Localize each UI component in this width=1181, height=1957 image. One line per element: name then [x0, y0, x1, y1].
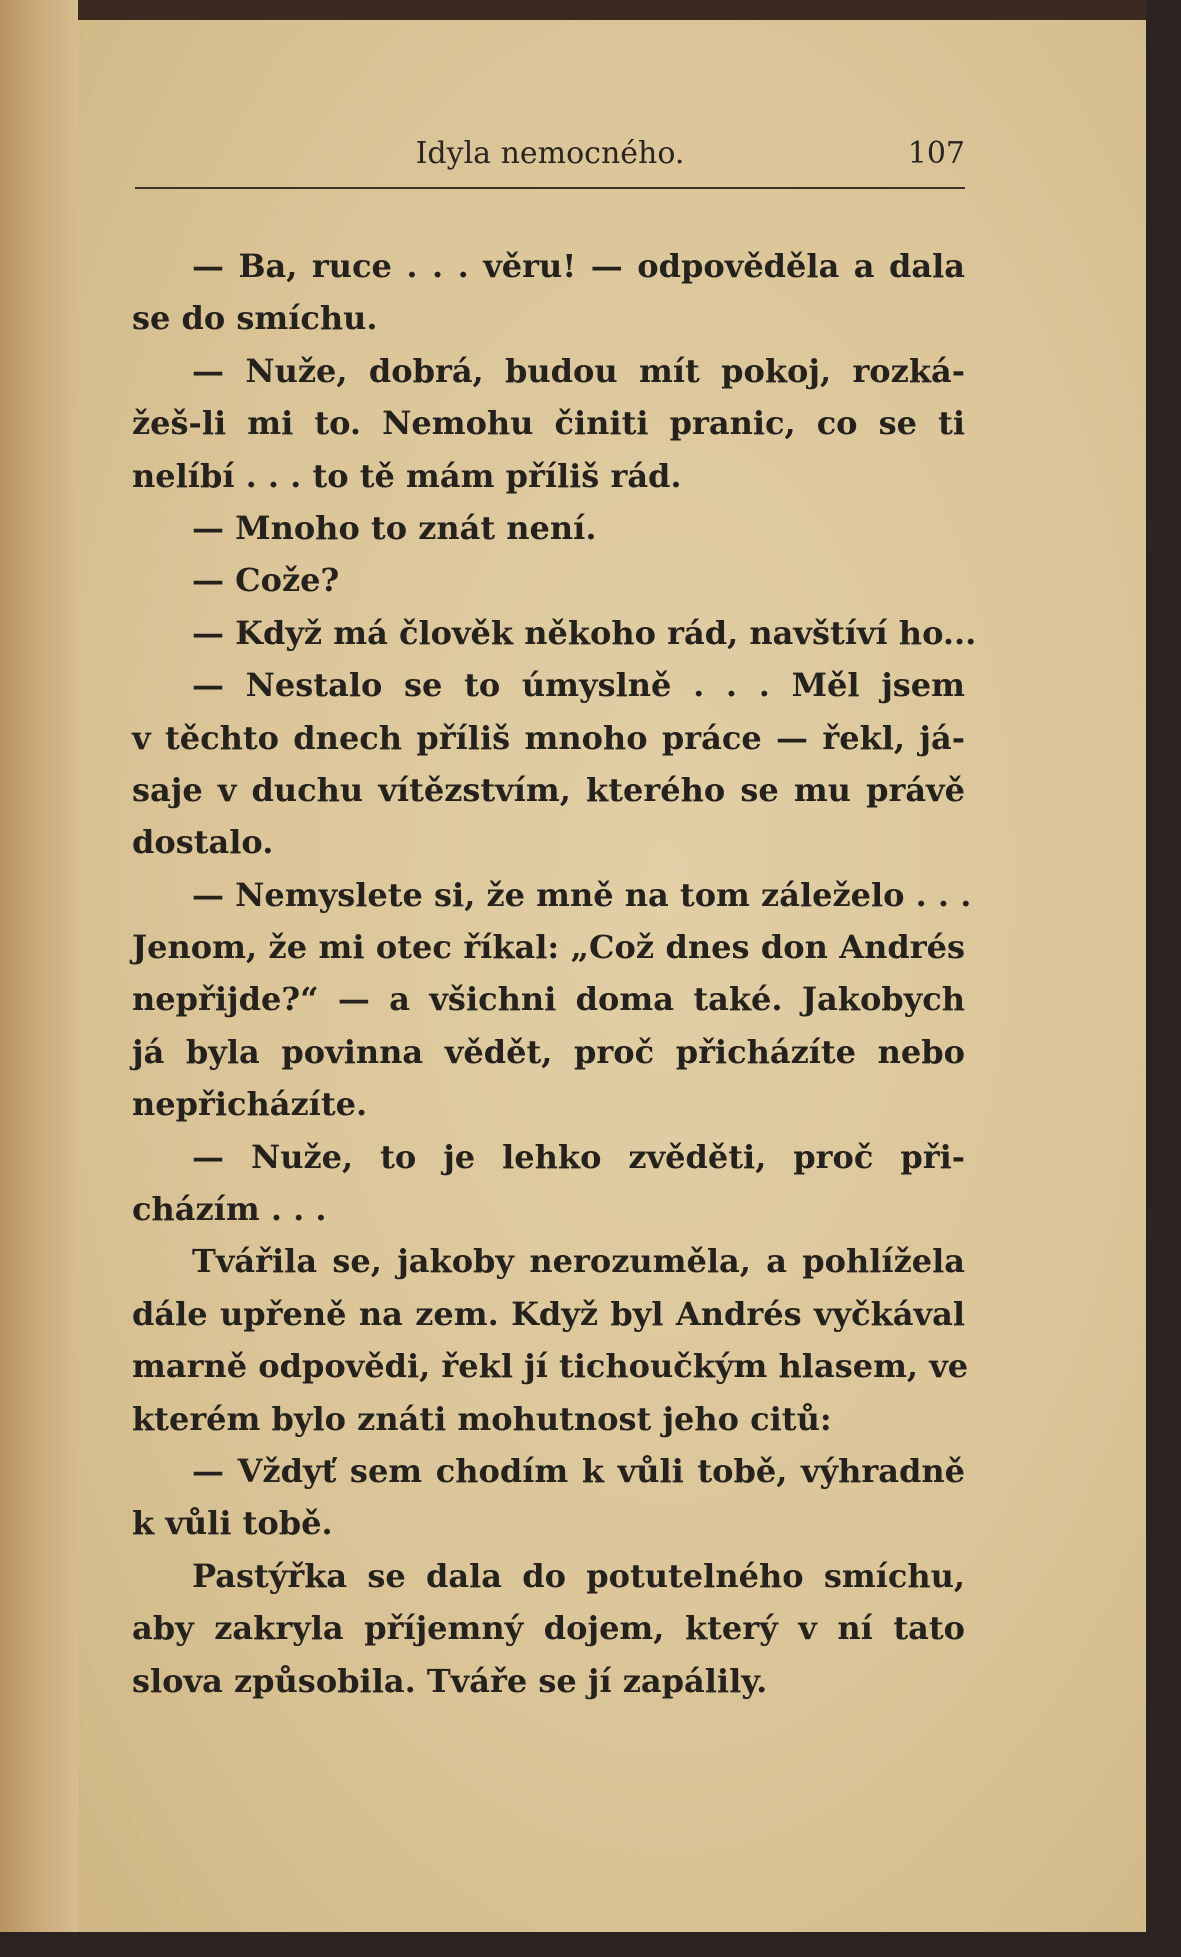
text-line: nepřijde?“ — a všichni doma také. Jakobych [132, 980, 965, 1019]
text-line: — Mnoho to znát není. [192, 508, 597, 547]
text-line: Tvářila se, jakoby nerozuměla, a pohlížela [192, 1242, 965, 1281]
scan-border-right [1146, 0, 1181, 1957]
text-line: — Nemyslete si, že mně na tom záleželo . . . [192, 875, 972, 914]
scan-border-top [0, 0, 1181, 20]
text-line: v těchto dnech příliš mnoho práce — řekl, já- [132, 718, 965, 757]
page-gutter [0, 0, 78, 1957]
text-line: marně odpovědi, řekl jí tichoučkým hlasem, ve [132, 1347, 969, 1386]
text-line: aby zakryla příjemný dojem, který v ní tato [132, 1609, 965, 1648]
text-line: Pastýřka se dala do potutelného smíchu, [192, 1556, 965, 1595]
text-line: já byla povinna vědět, proč přicházíte nebo [132, 1032, 965, 1071]
text-line: — Vždyť sem chodím k vůli tobě, výhradně [192, 1451, 965, 1490]
text-line: slova způsobila. Tváře se jí zapálily. [132, 1661, 768, 1700]
header-rule [135, 187, 965, 189]
text-line: k vůli tobě. [132, 1504, 333, 1543]
text-line: nelíbí . . . to tě mám příliš rád. [132, 456, 682, 495]
page-number: 107 [907, 136, 965, 171]
text-line: kterém bylo znáti mohutnost jeho citů: [132, 1399, 832, 1438]
text-line: Jenom, že mi otec říkal: „Což dnes don Andrés [132, 928, 965, 967]
text-line: — Ba, ruce . . . věru! — odpověděla a dala [192, 247, 965, 285]
text-line: saje v duchu vítězstvím, kterého se mu právě [132, 770, 965, 809]
text-line: — Nuže, to je lehko zvěděti, proč při- [192, 1137, 965, 1176]
running-title: Idyla nemocného. [415, 136, 685, 171]
scan-border-bottom [0, 1932, 1181, 1957]
body-text [132, 240, 977, 1707]
text-line: — Nestalo se to úmyslně . . . Měl jsem [192, 666, 965, 705]
text-line: — Cože? [192, 561, 340, 600]
text-line: — Když má člověk někoho rád, navštíví ho... [192, 613, 977, 652]
page-header [135, 128, 965, 178]
text-line: nepřicházíte. [132, 1085, 368, 1124]
text-line: dostalo. [132, 823, 274, 862]
text-line: cházím . . . [132, 1190, 327, 1229]
text-line: žeš-li mi to. Nemohu činiti pranic, co se ti [132, 404, 965, 443]
text-line: dále upřeně na zem. Když byl Andrés vyčkával [132, 1294, 965, 1333]
text-line: — Nuže, dobrá, budou mít pokoj, rozká- [192, 351, 965, 390]
text-line: se do smíchu. [132, 299, 378, 338]
